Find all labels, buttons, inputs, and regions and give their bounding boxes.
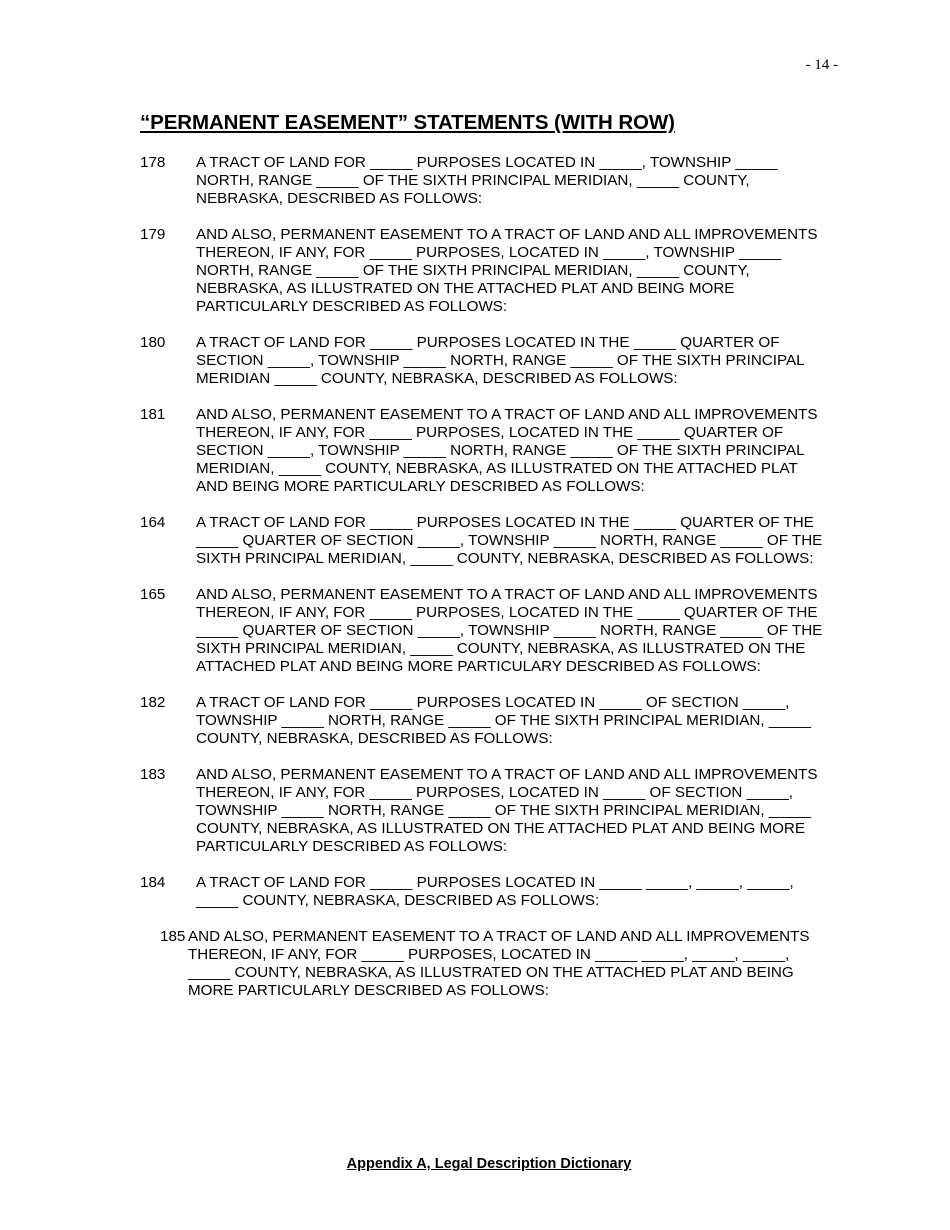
- statement-text: AND ALSO, PERMANENT EASEMENT TO A TRACT OF LAND AND ALL IMPROVEMENTS THEREON, IF ANY, FOR _____ PURPOSES, LOCATED IN _____ OF SECTION _____, TOWNSHIP _____ NORTH, RANGE _____ OF THE SIXTH PRINCIPAL MERIDIAN, _____ COUNTY, NEBRASKA, AS ILLUSTRATED ON THE ATTACHED PLAT AND BEING MORE PARTICULARLY DESCRIBED AS FOLLOWS:: [196, 766, 818, 855]
- statement-entry-183: [140, 766, 840, 856]
- statement-number: 164: [140, 514, 166, 531]
- statement-list: [140, 154, 840, 1018]
- statement-number: 165: [140, 586, 166, 603]
- statement-text: AND ALSO, PERMANENT EASEMENT TO A TRACT OF LAND AND ALL IMPROVEMENTS THEREON, IF ANY, FOR _____ PURPOSES, LOCATED IN _____, TOWNSHIP _____ NORTH, RANGE _____ OF THE SIXTH PRINCIPAL MERIDIAN, _____ COUNTY, NEBRASKA, AS ILLUSTRATED ON THE ATTACHED PLAT AND BEING MORE PARTICULARLY DESCRIBED AS FOLLOWS:: [196, 226, 818, 315]
- statement-number: 183: [140, 766, 166, 783]
- statement-text: A TRACT OF LAND FOR _____ PURPOSES LOCATED IN THE _____ QUARTER OF THE _____ QUARTER OF SECTION _____, TOWNSHIP _____ NORTH, RANGE _____ OF THE SIXTH PRINCIPAL MERIDIAN, _____ COUNTY, NEBRASKA, DESCRIBED AS FOLLOWS:: [196, 514, 823, 567]
- statement-entry-164: [140, 514, 840, 568]
- statement-entry-180: [140, 334, 840, 388]
- statement-number: 178: [140, 154, 166, 171]
- statement-entry-182: [140, 694, 840, 748]
- statement-text: AND ALSO, PERMANENT EASEMENT TO A TRACT OF LAND AND ALL IMPROVEMENTS THEREON, IF ANY, FOR _____ PURPOSES, LOCATED IN _____ _____, _____, _____, _____ COUNTY, NEBRASKA, AS ILLUSTRATED ON THE ATTACHED PLAT AND BEING MORE PARTICULARLY DESCRIBED AS FOLLOWS:: [188, 928, 810, 999]
- statement-entry-165: [140, 586, 840, 676]
- statement-entry-178: [140, 154, 840, 208]
- footer-title: Appendix A, Legal Description Dictionary: [346, 1156, 632, 1172]
- statement-text: A TRACT OF LAND FOR _____ PURPOSES LOCATED IN _____, TOWNSHIP _____ NORTH, RANGE _____ OF THE SIXTH PRINCIPAL MERIDIAN, _____ COUNTY, NEBRASKA, DESCRIBED AS FOLLOWS:: [196, 154, 778, 207]
- statement-entry-179: [140, 226, 840, 316]
- statement-number: 182: [140, 694, 166, 711]
- statement-number: 181: [140, 406, 166, 423]
- statement-number: 180: [140, 334, 166, 351]
- statement-text: A TRACT OF LAND FOR _____ PURPOSES LOCATED IN _____ _____, _____, _____, _____ COUNTY, NEBRASKA, DESCRIBED AS FOLLOWS:: [196, 874, 794, 909]
- statement-text: AND ALSO, PERMANENT EASEMENT TO A TRACT OF LAND AND ALL IMPROVEMENTS THEREON, IF ANY, FOR _____ PURPOSES, LOCATED IN THE _____ QUARTER OF THE _____ QUARTER OF SECTION _____, TOWNSHIP _____ NORTH, RANGE _____ OF THE SIXTH PRINCIPAL MERIDIAN, _____ COUNTY, NEBRASKA, AS ILLUSTRATED ON THE ATTACHED PLAT AND BEING MORE PARTICULARY DESCRIBED AS FOLLOWS:: [196, 586, 823, 675]
- statement-number: 179: [140, 226, 166, 243]
- statement-text: A TRACT OF LAND FOR _____ PURPOSES LOCATED IN THE _____ QUARTER OF SECTION _____, TOWNSHIP _____ NORTH, RANGE _____ OF THE SIXTH PRINCIPAL MERIDIAN _____ COUNTY, NEBRASKA, DESCRIBED AS FOLLOWS:: [196, 334, 805, 387]
- statement-text: A TRACT OF LAND FOR _____ PURPOSES LOCATED IN _____ OF SECTION _____, TOWNSHIP _____ NORTH, RANGE _____ OF THE SIXTH PRINCIPAL MERIDIAN, _____ COUNTY, NEBRASKA, DESCRIBED AS FOLLOWS:: [196, 694, 812, 747]
- page-title: “PERMANENT EASEMENT” STATEMENTS (WITH ROW): [140, 111, 675, 134]
- page-number: - 14 -: [805, 57, 838, 73]
- statement-entry-181: [140, 406, 840, 496]
- statement-number: 185: [160, 928, 186, 945]
- statement-number: 184: [140, 874, 166, 891]
- statement-entry-185: [140, 928, 840, 1000]
- statement-text: AND ALSO, PERMANENT EASEMENT TO A TRACT OF LAND AND ALL IMPROVEMENTS THEREON, IF ANY, FOR _____ PURPOSES, LOCATED IN THE _____ QUARTER OF SECTION _____, TOWNSHIP _____ NORTH, RANGE _____ OF THE SIXTH PRINCIPAL MERIDIAN, _____ COUNTY, NEBRASKA, AS ILLUSTRATED ON THE ATTACHED PLAT AND BEING MORE PARTICULARLY DESCRIBED AS FOLLOWS:: [196, 406, 818, 495]
- statement-entry-184: [140, 874, 840, 910]
